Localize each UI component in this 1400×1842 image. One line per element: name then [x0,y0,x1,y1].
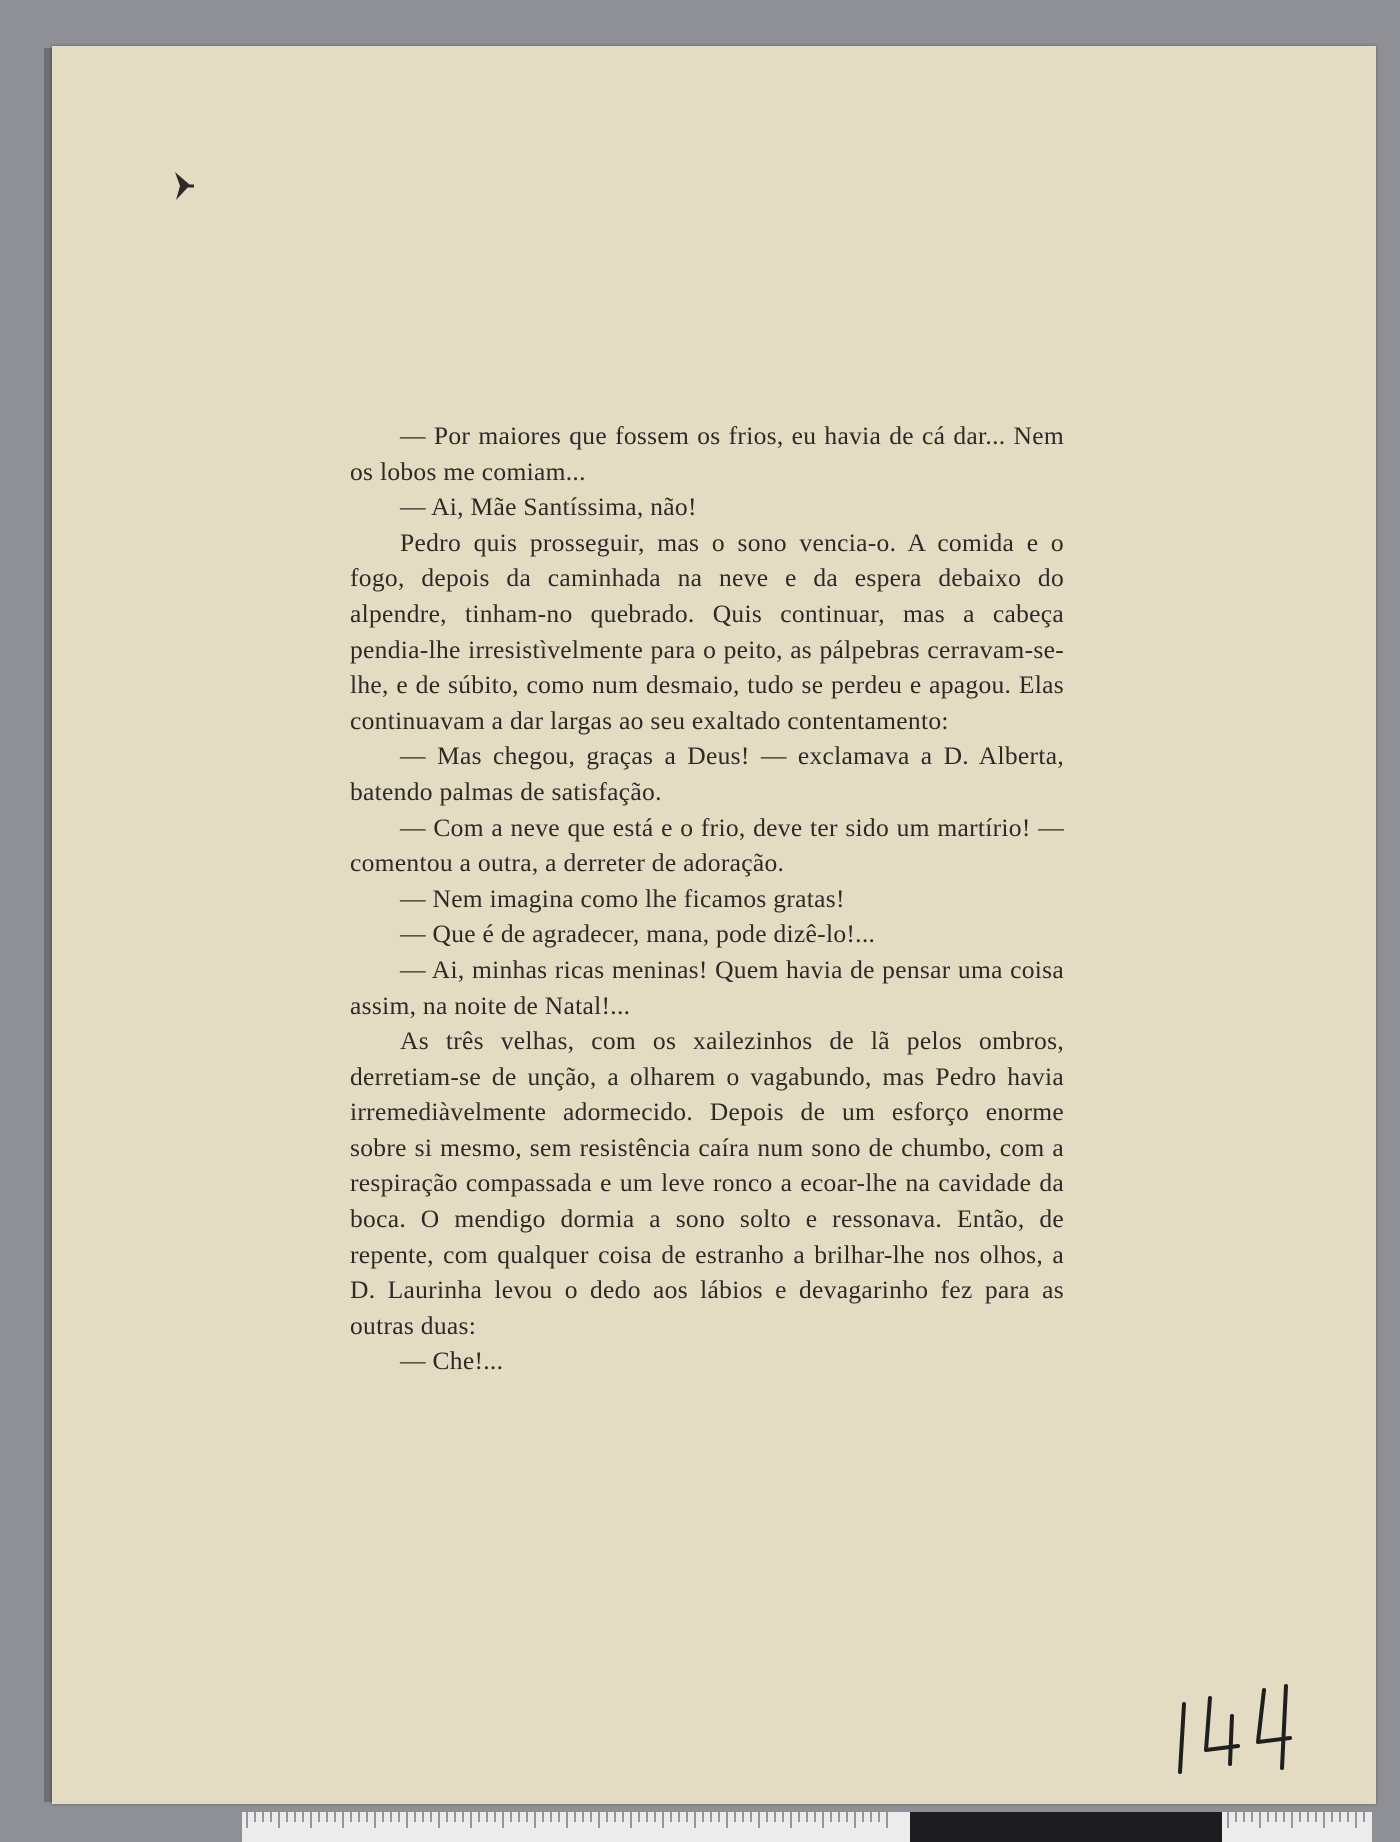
handwritten-page-number [1166,1676,1306,1786]
paragraph: — Mas chegou, graças a Deus! — exclamava a D. Alberta, batendo palmas de satisfação. [350,741,1064,806]
ruler-ticks-right [1222,1812,1372,1842]
paragraph: — Por maiores que fossem os frios, eu havia de cá dar... Nem os lobos me comiam... [350,421,1064,486]
paragraph: — Ai, minhas ricas meninas! Quem havia de pensar uma coisa assim, na noite de Natal!... [350,954,1064,1020]
paragraph: As três velhas, com os xailezinhos de lã pelos ombros, derretiam-se de unção, a olharem o vagabundo, mas Pedro havia irremediàvelmente adormecido. Depois de um esforço enorme sobre si mesmo, sem resistência caíra num sono de chumbo, com a respiração compassada e um leve ronco a ecoar-lhe na cavidade da boca. O mendigo dormia a sono solto e ressonava. Então, de repente, com qualquer coisa de estranho a brilhar-lhe nos olhos, a D. Laurinha levou o dedo aos lábios e devagarinho fez para as outras duas: [350,1026,1064,1340]
body-text [350,418,1064,1379]
paragraph: — Nem imagina como lhe ficamos gratas! [400,883,845,913]
paragraph: — Che!... [400,1346,504,1376]
margin-arrow-mark [172,170,198,202]
paragraph: — Que é de agradecer, mana, pode dizê-lo!... [400,919,876,949]
ruler-ticks [242,1812,892,1842]
paragraph: Pedro quis prosseguir, mas o sono vencia-o. A comida e o fogo, depois da caminhada na neve e da espera debaixo do alpendre, tinham-no quebrado. Quis continuar, mas a cabeça pendia-lhe irresistìvelmente para o peito, as pálpebras cerravam-se-lhe, e de súbito, como num desmaio, tudo se perdeu e apagou. Elas continuavam a dar largas ao seu exaltado contentamento: [350,527,1064,735]
paragraph: — Ai, Mãe Santíssima, não! [400,492,697,522]
paragraph: — Com a neve que está e o frio, deve ter sido um martírio! — comentou a outra, a derreter de adoração. [350,812,1064,878]
scan-ruler [242,1812,1372,1842]
